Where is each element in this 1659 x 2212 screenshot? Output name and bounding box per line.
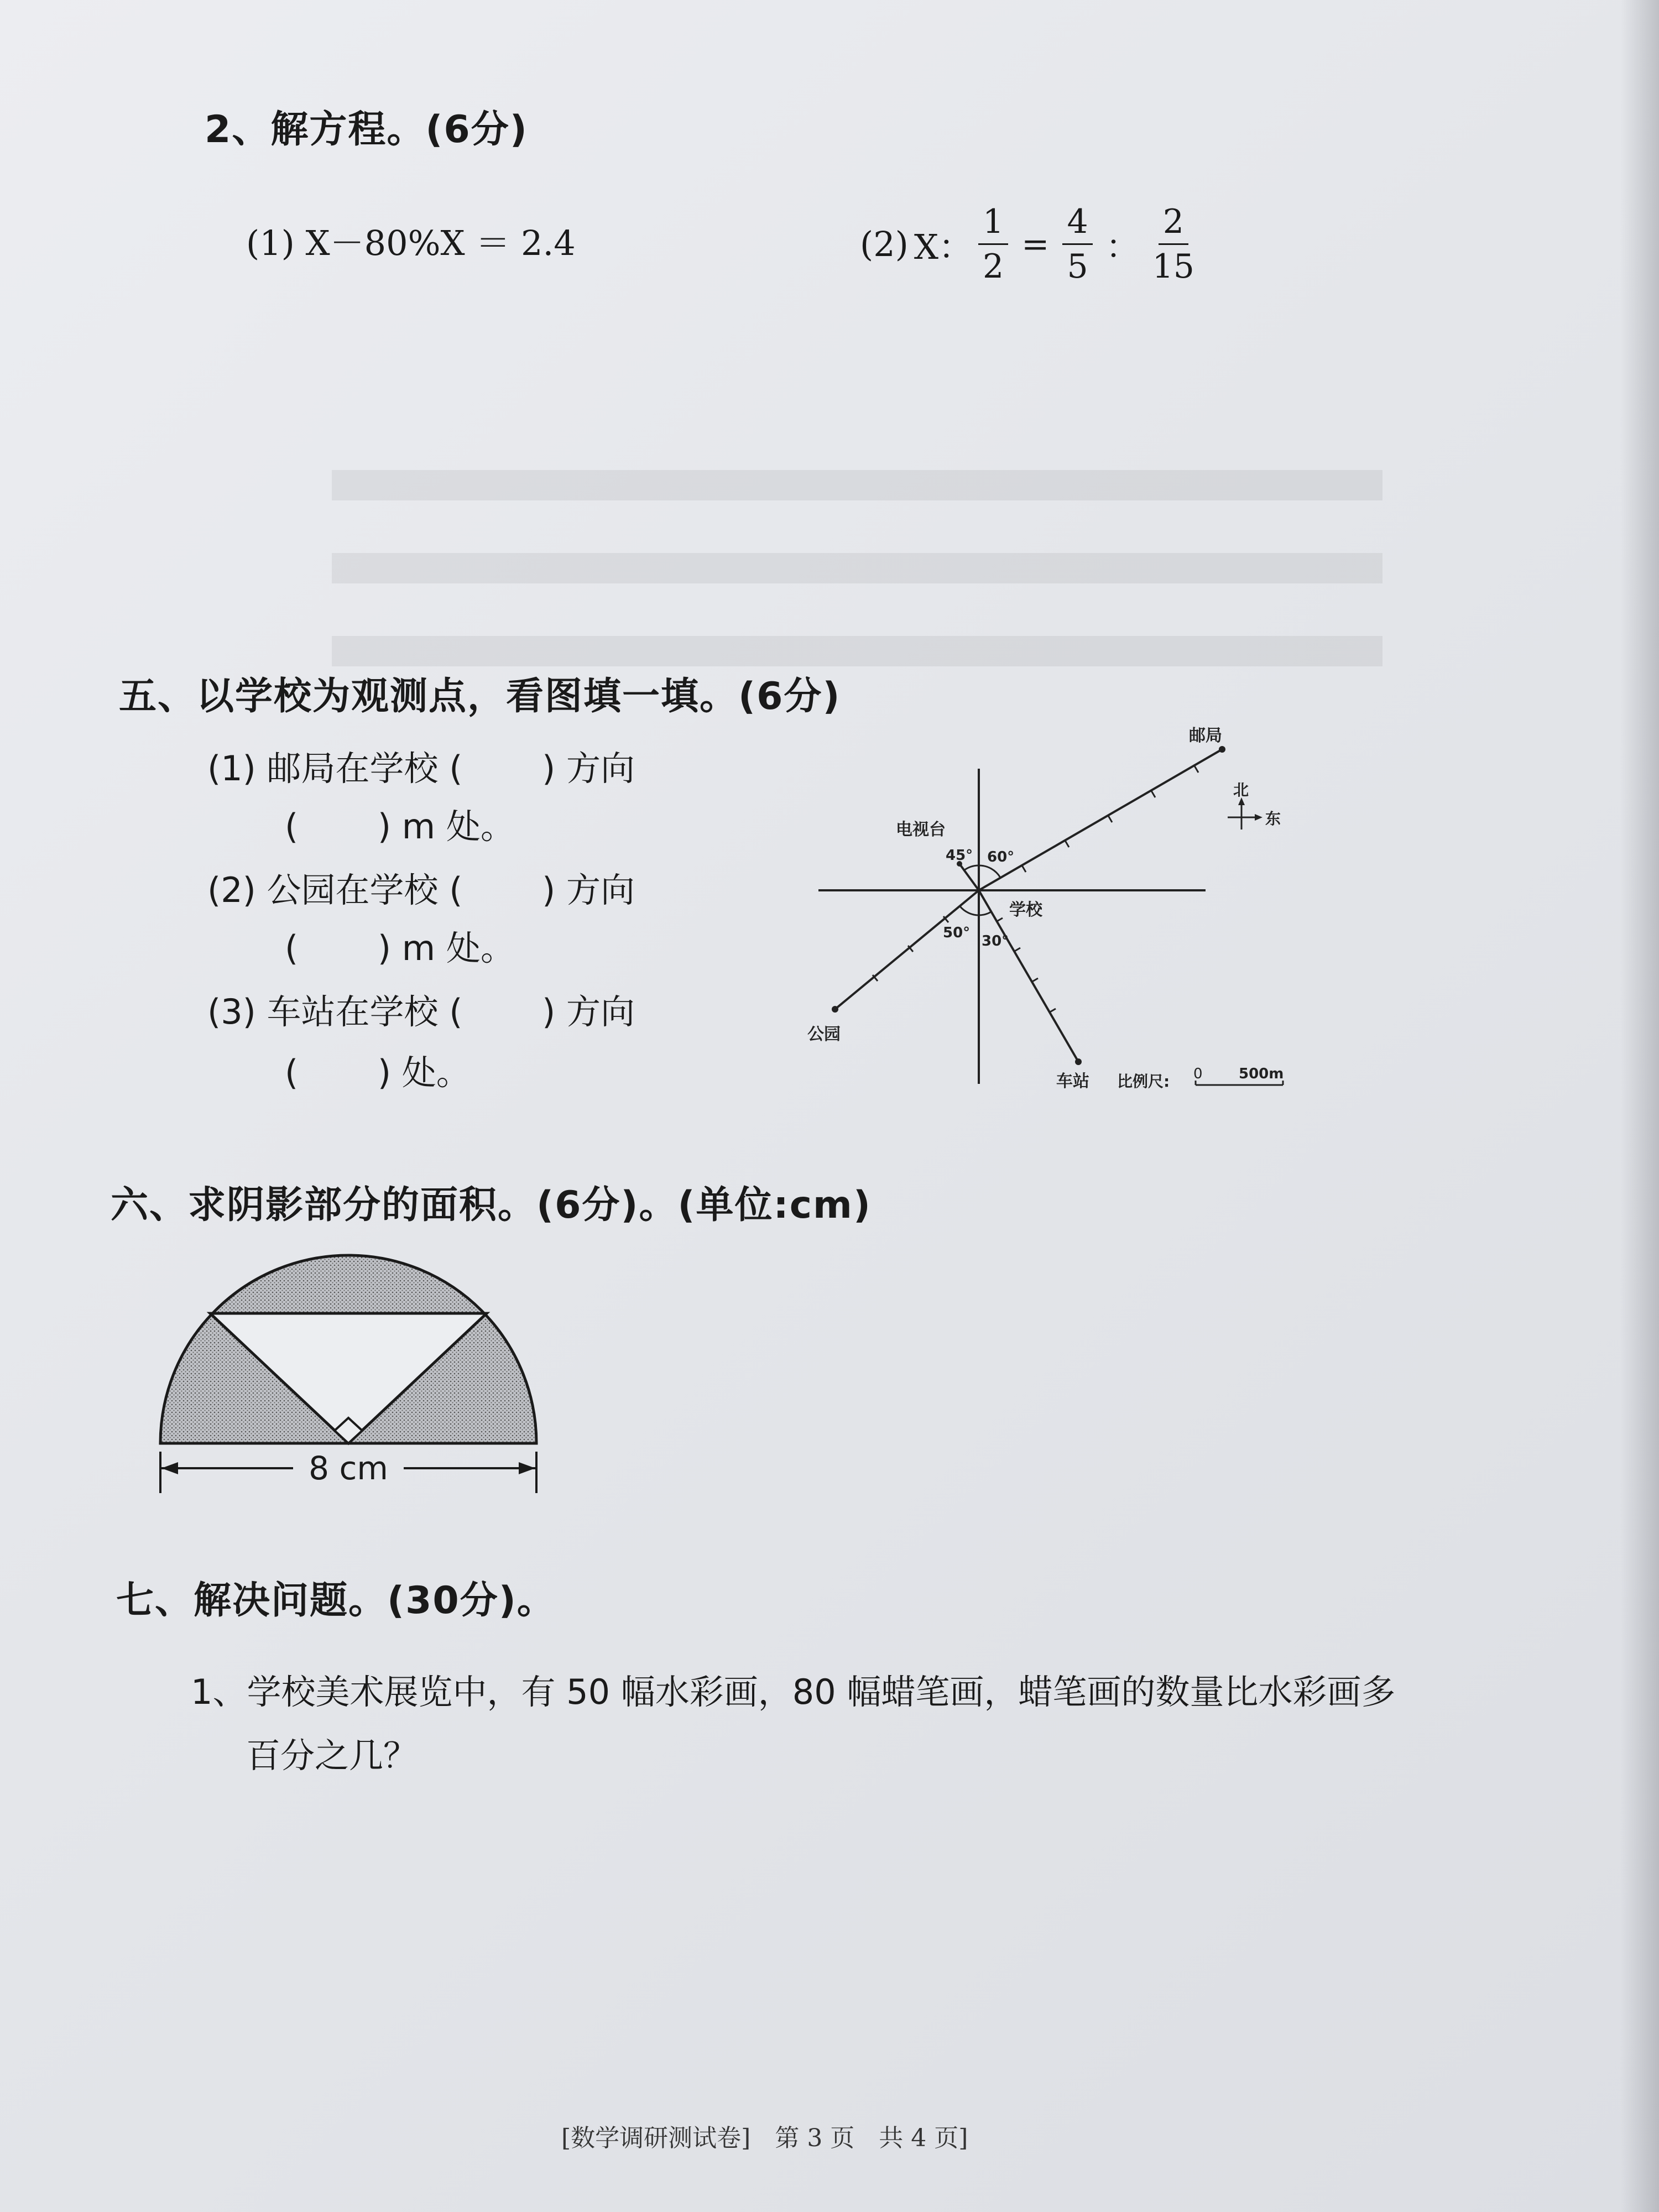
map-question-3-line-1: (3) 车站在学校 ( ) 方向 — [207, 992, 635, 1032]
problem-1-line-1: 1、学校美术展览中，有 50 幅水彩画，80 幅蜡笔画，蜡笔画的数量比水彩画多 — [191, 1672, 1396, 1712]
equation-2 — [860, 200, 1200, 288]
equation-1 — [246, 216, 576, 265]
map-question-2-line-2: ( ) m 处。 — [285, 928, 515, 968]
park-point — [832, 1006, 838, 1013]
angle-30-label: 30° — [982, 933, 1009, 950]
problems-heading: 七、解决问题。(30分)。 — [116, 1579, 556, 1623]
map-question-1-line-1: (1) 邮局在学校 ( ) 方向 — [207, 748, 635, 789]
dimension-arrow-right — [519, 1462, 535, 1474]
fraction-3-denominator: 15 — [1152, 247, 1194, 286]
angle-arc-30 — [979, 912, 991, 915]
angle-60-label: 60° — [987, 849, 1015, 865]
scale-label: 比例尺: — [1117, 1072, 1170, 1091]
fraction-1 — [978, 200, 1008, 288]
map-heading: 五、以学校为观测点，看图填一填。(6分) — [119, 675, 841, 718]
ratio-colon: ： — [1105, 227, 1139, 267]
fraction-1-numerator: 1 — [978, 200, 1008, 245]
angle-45-label: 45° — [946, 847, 973, 864]
fraction-2-numerator: 4 — [1062, 200, 1092, 245]
post-office-ticks — [1022, 766, 1198, 872]
map-question-1-line-2: ( ) m 处。 — [285, 806, 515, 847]
post-office-label: 邮局 — [1189, 726, 1222, 745]
park-line — [835, 890, 979, 1009]
scale-value: 500m — [1239, 1066, 1284, 1082]
problem-1-line-2: 百分之几？ — [246, 1735, 418, 1776]
page-footer: [数学调研测试卷] 第 3 页 共 4 页] — [561, 2124, 968, 2152]
equation-1-label: (1) — [246, 223, 295, 263]
map-question-3-line-2: ( ) 处。 — [285, 1052, 471, 1093]
equation-2-var: X： — [914, 227, 973, 267]
east-label: 东 — [1265, 810, 1281, 828]
equation-2-label: (2) — [860, 224, 909, 264]
equations-heading: 2、解方程。(6分) — [205, 108, 528, 152]
angle-arc-60 — [979, 865, 1000, 878]
school-label: 学校 — [1009, 900, 1042, 920]
fraction-2-denominator: 5 — [1067, 247, 1088, 286]
dimension-label: 8 cm — [309, 1449, 388, 1487]
area-heading: 六、求阴影部分的面积。(6分)。(单位:cm) — [111, 1183, 872, 1227]
equation-1-expr: X－80%X ＝ 2.4 — [305, 223, 576, 263]
equals-sign: = — [1021, 225, 1050, 264]
station-point — [1075, 1058, 1082, 1065]
angle-50-label: 50° — [943, 925, 971, 941]
scale-zero: 0 — [1193, 1066, 1203, 1082]
fraction-3 — [1152, 200, 1194, 288]
dimension-arrow-left — [161, 1462, 178, 1474]
compass-icon — [1228, 797, 1262, 830]
park-label: 公园 — [807, 1025, 841, 1044]
direction-map — [796, 719, 1322, 1117]
station-ticks — [996, 918, 1056, 1013]
angle-arc-45 — [964, 865, 979, 870]
fraction-2 — [1062, 200, 1092, 288]
north-label: 北 — [1233, 781, 1249, 799]
tv-station-label: 电视台 — [896, 820, 946, 839]
paper-edge-shadow — [1620, 0, 1659, 2212]
semicircle-figure — [144, 1233, 553, 1499]
map-question-2-line-1: (2) 公园在学校 ( ) 方向 — [207, 870, 635, 910]
post-office-line — [979, 749, 1222, 890]
angle-arc-50 — [960, 906, 979, 915]
fraction-1-denominator: 2 — [982, 247, 1004, 286]
post-office-point — [1219, 746, 1225, 753]
station-label: 车站 — [1056, 1072, 1089, 1091]
fraction-3-numerator: 2 — [1159, 200, 1188, 245]
